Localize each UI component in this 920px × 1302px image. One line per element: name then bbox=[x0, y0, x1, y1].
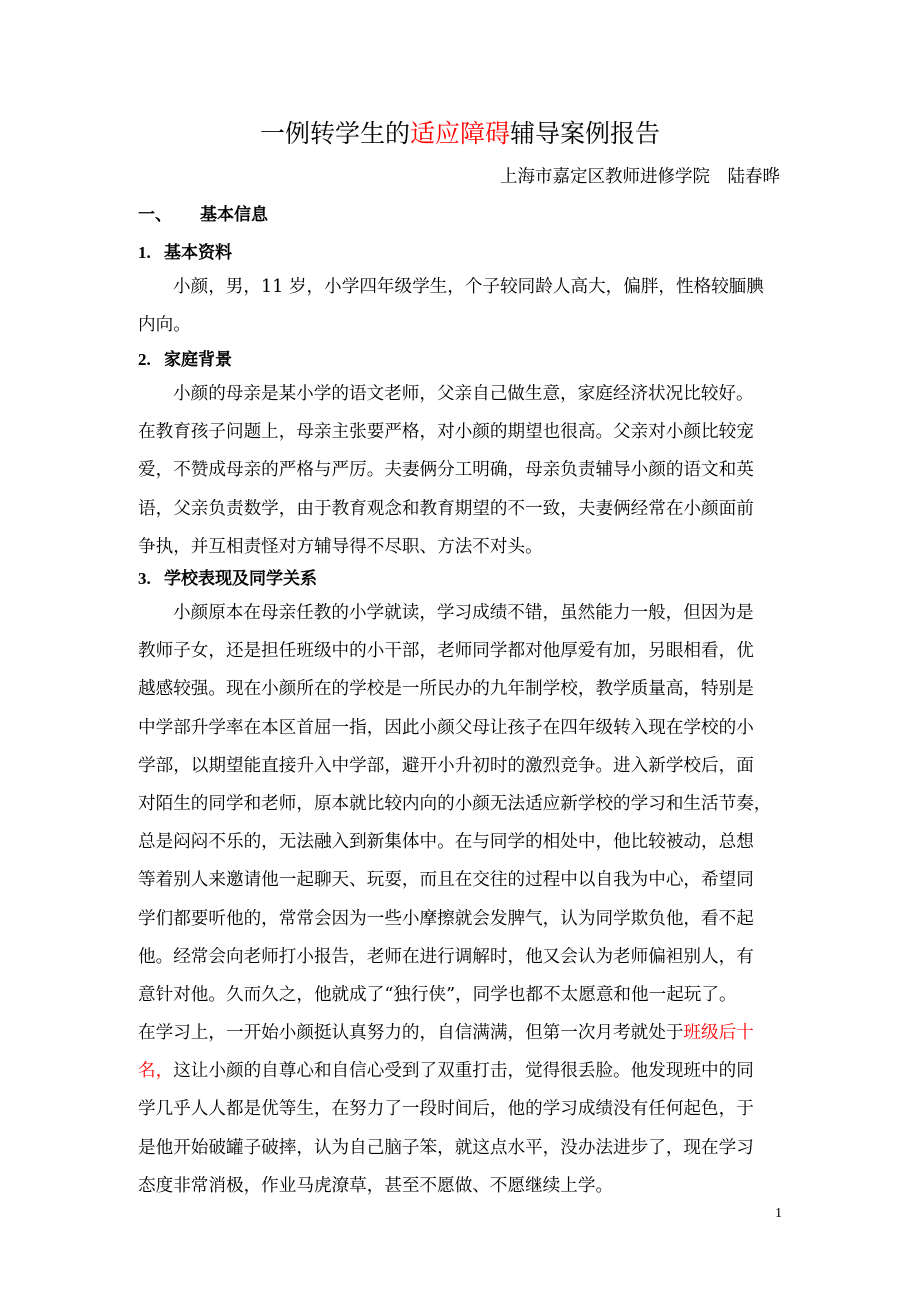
subsection-title: 学校表现及同学关系 bbox=[164, 569, 317, 589]
subsection-heading-basic-data bbox=[138, 239, 232, 267]
section-number: 一、 bbox=[138, 205, 172, 225]
text-line: 他。经常会向老师打小报告，老师在进行调解时，他又会认为老师偏袒别人，有 bbox=[138, 946, 754, 967]
text-line: 爱，不赞成母亲的严格与严厉。夫妻俩分工明确，母亲负责辅导小颜的语文和英 bbox=[138, 460, 754, 481]
title-part-1: 一例转学生的 bbox=[259, 119, 410, 148]
subsection-heading-school-performance bbox=[138, 565, 317, 593]
text-segment: 在学习上，一开始小颜挺认真努力的，自信满满，但第一次月考就处于 bbox=[138, 1023, 684, 1044]
subsection-number: 1. bbox=[138, 243, 151, 262]
text-line: 对陌生的同学和老师，原本就比较内向的小颜无法适应新学校的学习和生活节奏， bbox=[138, 793, 772, 814]
text-line-with-highlight bbox=[138, 1014, 784, 1052]
text-line: 是他开始破罐子破摔，认为自己脑子笨，就这点水平，没办法进步了，现在学习 bbox=[138, 1137, 754, 1158]
text-line: 学部，以期望能直接升入中学部，避开小升初时的激烈竞争。进入新学校后，面 bbox=[138, 755, 754, 776]
author-line: 上海市嘉定区教师进修学院 陆春晔 bbox=[500, 167, 780, 187]
subsection-number: 3. bbox=[138, 569, 151, 588]
text-line: 学们都要听他的，常常会因为一些小摩擦就会发脾气，认为同学欺负他，看不起 bbox=[138, 908, 754, 929]
text-line: 在教育孩子问题上，母亲主张要严格，对小颜的期望也很高。父亲对小颜比较宠 bbox=[138, 422, 754, 443]
title-part-2: 辅导案例报告 bbox=[510, 119, 661, 148]
highlighted-text: 名， bbox=[138, 1061, 174, 1082]
section-heading-basic-info bbox=[138, 201, 268, 229]
text-line-with-highlight bbox=[138, 1052, 784, 1090]
subsection-title: 基本资料 bbox=[164, 243, 232, 263]
page-number: 1 bbox=[775, 1206, 782, 1221]
text-line: 意针对他。久而久之，他就成了“独行侠”，同学也都不太愿意和他一起玩了。 bbox=[138, 984, 737, 1005]
text-segment: 这让小颜的自尊心和自信心受到了双重打击，觉得很丢脸。他发现班中的同 bbox=[173, 1061, 754, 1082]
text-line: 小颜原本在母亲任教的小学就读，学习成绩不错，虽然能力一般，但因为是 bbox=[173, 603, 754, 623]
text-line: 小颜的母亲是某小学的语文老师，父亲自己做生意，家庭经济状况比较好。 bbox=[173, 384, 754, 404]
paragraph-basic-data bbox=[138, 268, 784, 344]
text-line: 小颜，男，11 岁，小学四年级学生，个子较同龄人高大，偏胖，性格较腼腆 bbox=[173, 277, 764, 297]
title-highlight: 适应障碍 bbox=[409, 119, 510, 148]
section-title: 基本信息 bbox=[200, 205, 268, 225]
text-line: 争执，并互相责怪对方辅导得不尽职、方法不对头。 bbox=[138, 536, 543, 557]
text-line: 态度非常消极，作业马虎潦草，甚至不愿做、不愿继续上学。 bbox=[138, 1175, 614, 1196]
document-title bbox=[0, 116, 920, 152]
text-line: 总是闷闷不乐的，无法融入到新集体中。在与同学的相处中，他比较被动，总想 bbox=[138, 832, 754, 853]
text-line: 内向。 bbox=[138, 315, 191, 336]
highlighted-text: 班级后十 bbox=[683, 1023, 754, 1044]
text-line: 等着别人来邀请他一起聊天、玩耍，而且在交往的过程中以自我为中心，希望同 bbox=[138, 870, 754, 891]
paragraph-family-background bbox=[138, 375, 784, 566]
text-line: 教师子女，还是担任班级中的小干部，老师同学都对他厚爱有加，另眼相看，优 bbox=[138, 641, 754, 662]
subsection-title: 家庭背景 bbox=[164, 350, 232, 370]
text-line: 语，父亲负责数学，由于教育观念和教育期望的不一致，夫妻俩经常在小颜面前 bbox=[138, 498, 754, 519]
subsection-number: 2. bbox=[138, 350, 151, 369]
paragraph-school-performance bbox=[138, 594, 784, 1205]
text-line: 越感较强。现在小颜所在的学校是一所民办的九年制学校，教学质量高，特别是 bbox=[138, 679, 754, 700]
text-line: 学几乎人人都是优等生，在努力了一段时间后，他的学习成绩没有任何起色，于 bbox=[138, 1099, 754, 1120]
subsection-heading-family-background bbox=[138, 346, 232, 374]
text-line: 中学部升学率在本区首屈一指，因此小颜父母让孩子在四年级转入现在学校的小 bbox=[138, 717, 754, 738]
